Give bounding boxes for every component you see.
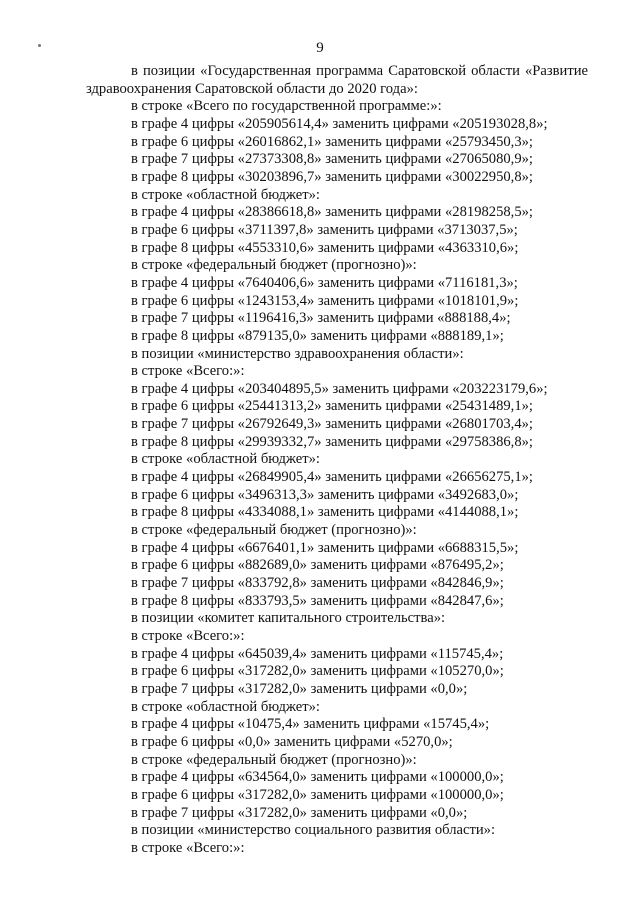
text-line: в строке «Всего:»: <box>131 839 245 856</box>
text-line: в графе 6 цифры «0,0» заменить цифрами «5270,0»; <box>131 733 453 750</box>
text-line: в графе 4 цифры «634564,0» заменить цифрами «100000,0»; <box>131 769 504 786</box>
text-line: в графе 4 цифры «203404895,5» заменить цифрами «203223179,6»; <box>131 380 548 397</box>
text-line: в строке «областной бюджет»: <box>131 451 320 468</box>
text-line: в графе 4 цифры «645039,4» заменить цифрами «115745,4»; <box>131 645 504 662</box>
text-line: в графе 7 цифры «833792,8» заменить цифрами «842846,9»; <box>131 575 504 592</box>
text-line: в графе 6 цифры «1243153,4» заменить цифрами «1018101,9»; <box>131 292 519 309</box>
text-line: в строке «Всего:»: <box>131 628 245 644</box>
text-line: здравоохранения Саратовской области до 2020 года»: <box>86 80 418 97</box>
text-line: в строке «областной бюджет»: <box>131 186 320 203</box>
text-line: в графе 7 цифры «317282,0» заменить цифрами «0,0»; <box>131 680 468 697</box>
text-line: в графе 8 цифры «30203896,7» заменить цифрами «30022950,8»; <box>131 168 533 185</box>
text-line: в строке «Всего:»: <box>131 363 245 380</box>
text-line: в графе 6 цифры «3711397,8» заменить цифрами «3713037,5»; <box>131 221 518 238</box>
text-line: в строке «Всего по государственной программе:»: <box>131 98 442 115</box>
text-line: в графе 7 цифры «1196416,3» заменить цифрами «888188,4»; <box>131 310 511 327</box>
text-line: в графе 8 цифры «29939332,7» заменить цифрами «29758386,8»; <box>131 433 533 450</box>
text-line: в графе 4 цифры «6676401,1» заменить цифрами «6688315,5»; <box>131 539 519 556</box>
text-line: в графе 6 цифры «317282,0» заменить цифрами «105270,0»; <box>131 663 504 680</box>
text-line: в строке «федеральный бюджет (прогнозно)»: <box>131 522 417 539</box>
text-line: в графе 7 цифры «317282,0» заменить цифрами «0,0»; <box>131 804 468 821</box>
text-line: в графе 6 цифры «25441313,2» заменить цифрами «25431489,1»; <box>131 398 533 415</box>
text-line: в графе 6 цифры «3496313,3» заменить цифрами «3492683,0»; <box>131 486 519 503</box>
text-line: в графе 4 цифры «7640406,6» заменить цифрами «7116181,3»; <box>131 274 518 291</box>
text-line: в графе 4 цифры «26849905,4» заменить цифрами «26656275,1»; <box>131 469 533 486</box>
text-line: в графе 8 цифры «833793,5» заменить цифрами «842847,6»; <box>131 592 504 609</box>
text-line: в графе 6 цифры «26016862,1» заменить цифрами «25793450,3»; <box>131 133 533 150</box>
text-line: в графе 8 цифры «4334088,1» заменить цифрами «4144088,1»; <box>131 504 519 521</box>
text-line: в графе 4 цифры «10475,4» заменить цифрами «15745,4»; <box>131 716 490 733</box>
text-line: в графе 7 цифры «26792649,3» заменить цифрами «26801703,4»; <box>131 416 533 433</box>
text-line: в графе 6 цифры «317282,0» заменить цифрами «100000,0»; <box>131 786 504 803</box>
text-line: в графе 4 цифры «205905614,4» заменить цифрами «205193028,8»; <box>131 115 548 132</box>
text-line: в позиции «Государственная программа Саратовской области «Развитие <box>131 63 588 79</box>
text-line: в строке «федеральный бюджет (прогнозно)»: <box>131 257 417 274</box>
text-line: в графе 8 цифры «879135,0» заменить цифрами «888189,1»; <box>131 327 504 344</box>
text-line: в графе 7 цифры «27373308,8» заменить цифрами «27065080,9»; <box>131 151 533 168</box>
page-number: 9 <box>316 40 324 56</box>
text-line: в позиции «министерство социального развития области»: <box>131 822 496 839</box>
text-line: в позиции «комитет капитального строительства»: <box>131 610 446 627</box>
text-line: в позиции «министерство здравоохранения области»: <box>131 345 464 362</box>
text-line: в строке «областной бюджет»: <box>131 698 320 715</box>
text-line: в строке «федеральный бюджет (прогнозно)»: <box>131 751 417 768</box>
text-line: в графе 4 цифры «28386618,8» заменить цифрами «28198258,5»; <box>131 204 533 221</box>
text-line: в графе 8 цифры «4553310,6» заменить цифрами «4363310,6»; <box>131 239 519 256</box>
text-line: в графе 6 цифры «882689,0» заменить цифрами «876495,2»; <box>131 557 504 574</box>
document-body <box>86 63 588 858</box>
